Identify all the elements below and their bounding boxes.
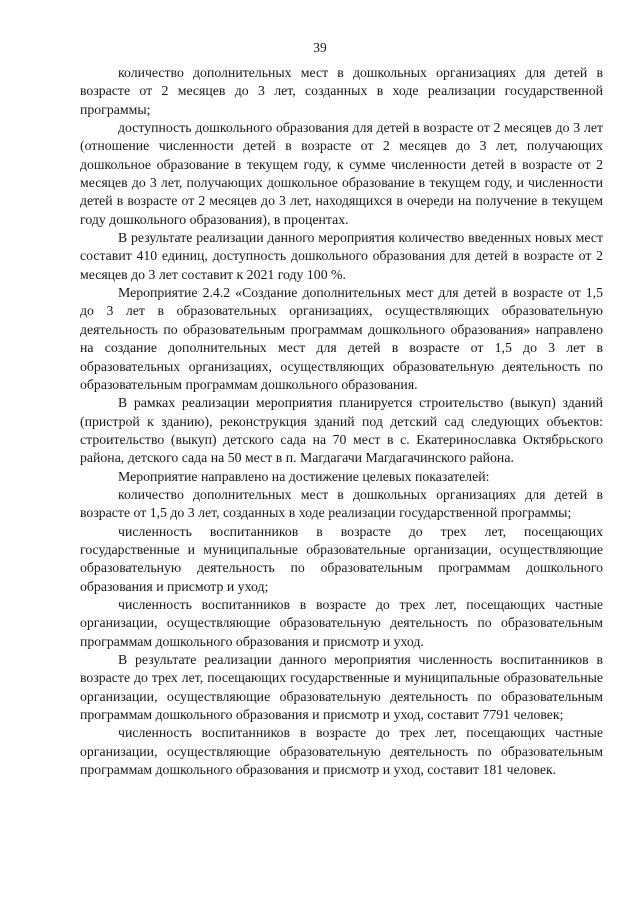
paragraph: В рамках реализации мероприятия планируется строительство (выкуп) зданий (пристрой к зданию), реконструкция зданий под детский сад следующих объектов: строительство (выкуп) детского сада на 70 мест в с. Екатеринославка Октябрьского района, детского сада на 50 мест в п. Магдагачи Магдагачинского района. bbox=[80, 395, 603, 466]
paragraph: количество дополнительных мест в дошкольных организациях для детей в возрасте от 1,5 до 3 лет, созданных в ходе реализации государственной программы; bbox=[80, 486, 603, 521]
paragraph: В результате реализации данного мероприятия численность воспитанников в возрасте до трех лет, посещающих государственные и муниципальные образовательные организации, осуществляющие образовательную деятельность по образовательным программам дошкольного образования и присмотр и уход, составит 7791 человек; bbox=[80, 652, 603, 723]
paragraph: В результате реализации данного мероприятия количество введенных новых мест составит 410 единиц, доступность дошкольного образования для детей в возрасте от 2 месяцев до 3 лет составит к 2021 году 100 %. bbox=[80, 230, 603, 282]
page-number: 39 bbox=[313, 40, 327, 55]
paragraph: численность воспитанников в возрасте до трех лет, посещающих частные организации, осуществляющие образовательную деятельность по образовательным программам дошкольного образования и присмотр и уход. bbox=[80, 596, 603, 649]
paragraph: Мероприятие 2.4.2 «Создание дополнительных мест для детей в возрасте от 1,5 до 3 лет в образовательных организациях, осуществляющих образовательную деятельность по образовательным программам дошкольного образования» направлено на создание дополнительных мест для детей в возрасте от 1,5 до 3 лет в образовательных организациях, осуществляющих образовательную деятельность по образовательным программам дошкольного образования. bbox=[80, 285, 603, 392]
paragraph: доступность дошкольного образования для детей в возрасте от 2 месяцев до 3 лет (отношение численности детей в возрасте от 2 месяцев до 3 лет, получающих дошкольное образование в текущем году, к сумме численности детей в возрасте от 2 месяцев до 3 лет, получающих дошкольное образование в текущем году, и численности детей в возрасте от 2 месяцев до 3 лет, находящихся в очереди на получение в текущем году дошкольного образования), в процентах. bbox=[80, 120, 603, 227]
paragraph: численность воспитанников в возрасте до трех лет, посещающих частные организации, осуществляющие образовательную деятельность по образовательным программам дошкольного образования и присмотр и уход, составит 181 человек. bbox=[80, 725, 603, 778]
document-body bbox=[80, 64, 603, 779]
paragraph: количество дополнительных мест в дошкольных организациях для детей в возрасте от 2 месяцев до 3 лет, созданных в ходе реализации государственной программы; bbox=[80, 65, 603, 117]
paragraph: численность воспитанников в возрасте до трех лет, посещающих государственные и муниципальные образовательные организации, осуществляющие образовательную деятельность по образовательным программам дошкольного образования и присмотр и уход; bbox=[80, 523, 603, 594]
paragraph: Мероприятие направлено на достижение целевых показателей: bbox=[118, 468, 490, 484]
